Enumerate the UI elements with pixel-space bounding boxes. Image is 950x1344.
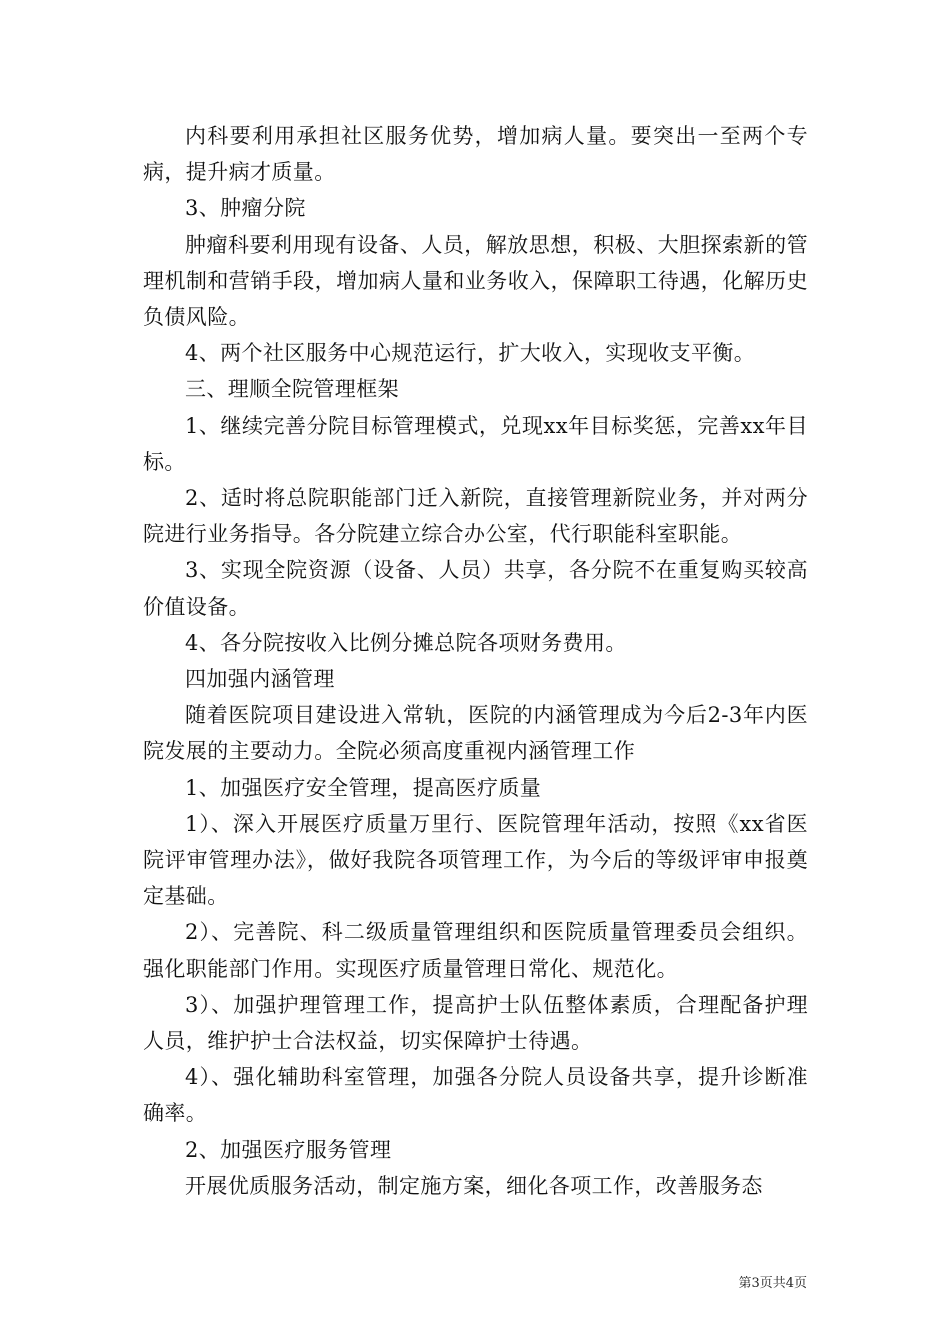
paragraph: 随着医院项目建设进入常轨，医院的内涵管理成为今后2-3年内医院发展的主要动力。全院必须高度重视内涵管理工作 [143, 703, 808, 764]
paragraph: 肿瘤科要利用现有设备、人员，解放思想，积极、大胆探索新的管理机制和营销手段，增加病人量和业务收入，保障职工待遇，化解历史负债风险。 [143, 232, 808, 330]
paragraph: 1）、深入开展医疗质量万里行、医院管理年活动，按照《xx省医院评审管理办法》，做好我院各项管理工作，为今后的等级评审申报奠定基础。 [143, 811, 808, 909]
paragraph: 4）、强化辅助科室管理，加强各分院人员设备共享，提升诊断准确率。 [143, 1065, 808, 1126]
section-heading: 四加强内涵管理 [185, 667, 335, 692]
paragraph: 3、实现全院资源（设备、人员）共享，各分院不在重复购买较高价值设备。 [143, 558, 808, 619]
page-number: 第3页共4页 [738, 1276, 807, 1291]
section-heading: 3、肿瘤分院 [185, 196, 306, 221]
document-body [143, 118, 808, 1204]
paragraph: 2）、完善院、科二级质量管理组织和医院质量管理委员会组织。强化职能部门作用。实现医疗质量管理日常化、规范化。 [143, 920, 808, 981]
paragraph: 3）、加强护理管理工作，提高护士队伍整体素质，合理配备护理人员，维护护士合法权益，切实保障护士待遇。 [143, 992, 808, 1054]
section-heading: 2、加强医疗服务管理 [185, 1137, 392, 1162]
paragraph: 4、两个社区服务中心规范运行，扩大收入，实现收支平衡。 [185, 341, 756, 366]
section-heading: 1、加强医疗安全管理，提高医疗质量 [185, 775, 542, 800]
paragraph: 4、各分院按收入比例分摊总院各项财务费用。 [185, 630, 627, 655]
paragraph: 1、继续完善分院目标管理模式，兑现xx年目标奖惩，完善xx年目标。 [143, 413, 808, 474]
paragraph: 内科要利用承担社区服务优势，增加病人量。要突出一至两个专病，提升病才质量。 [143, 124, 808, 185]
section-heading: 三、理顺全院管理框架 [185, 377, 399, 402]
paragraph: 开展优质服务活动，制定施方案，细化各项工作，改善服务态 [185, 1173, 763, 1198]
paragraph: 2、适时将总院职能部门迁入新院，直接管理新院业务，并对两分院进行业务指导。各分院建立综合办公室，代行职能科室职能。 [143, 486, 808, 547]
